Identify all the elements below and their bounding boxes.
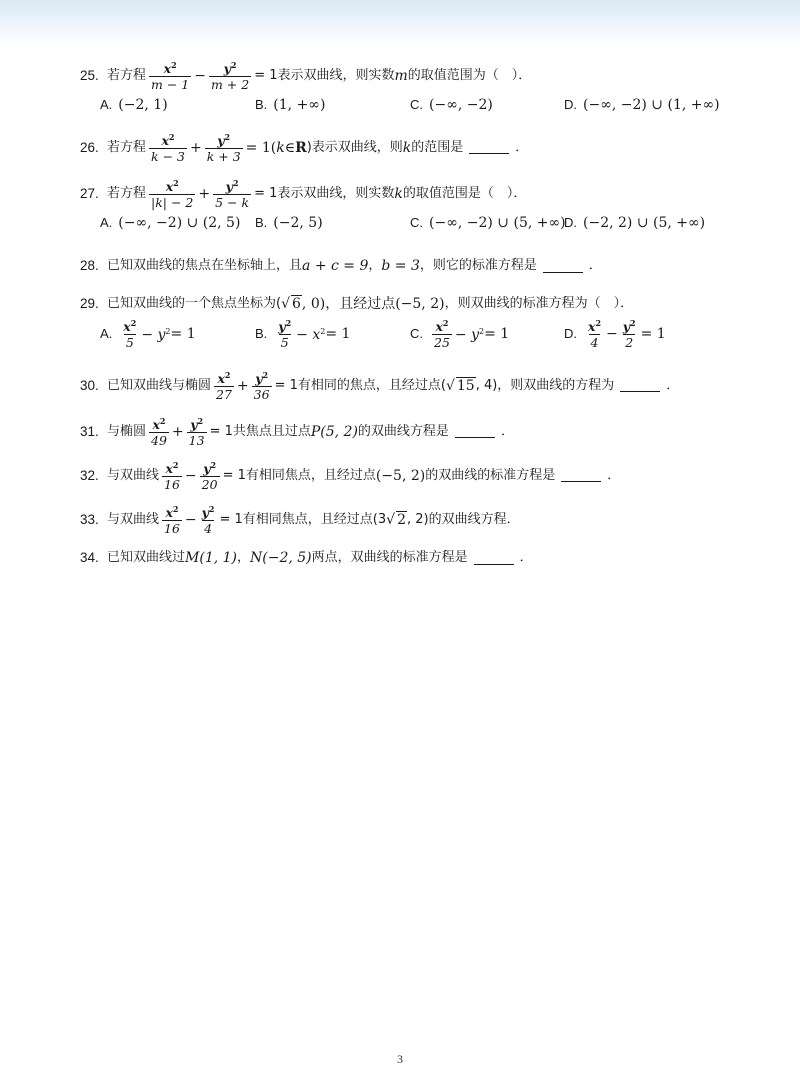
- option-c[interactable]: C. (−∞, −2): [410, 97, 493, 113]
- fraction: $\frac{y^2}{13}$: [188, 416, 205, 448]
- fraction: $\frac{x^2}{m - 1}$: [151, 60, 190, 92]
- option-b[interactable]: B. $\frac{y^2}{5}$ − $x^2$ = 1: [255, 318, 351, 350]
- question-number: 29.: [80, 296, 99, 311]
- fraction: $\frac{x^2}{k - 3}$: [151, 132, 185, 164]
- question-text: 若方程: [107, 67, 147, 83]
- fraction: $\frac{y^2}{20}$: [201, 460, 218, 492]
- question-number: 30.: [80, 377, 99, 393]
- fraction: $\frac{x^2}{49}$: [151, 416, 167, 448]
- question-number: 31.: [80, 423, 99, 439]
- option-a[interactable]: A. (−∞, −2) ∪ (2, 5): [100, 215, 241, 231]
- question-27: 27. 若方程 $\frac{x^2}{|k| - 2}$ + $\frac{y^2}{5 - k}$ = 1表示双曲线，则实数 k 的取值范围是（ ）． A. (−∞, −2) ∪ (2, 5) B. (−2, 5) C. (−∞, −2) ∪ (5, +∞) D. (−2, 2) ∪ (5, +∞): [80, 176, 760, 235]
- question-number: 34.: [80, 550, 99, 565]
- question-30: 30. 已知双曲线与椭圆 $\frac{x^2}{27}$ + $\frac{y^2}{36}$ = 1有相同的焦点，且经过点( √ 15 , 4)，则双曲线的方程为 ．: [80, 370, 680, 402]
- question-33: 33. 与双曲线 $\frac{x^2}{16}$ − $\frac{y^2}{4}$ = 1有相同焦点，且经过点(3 √ 2 , 2)的双曲线方程．: [80, 504, 520, 536]
- question-28: 28. 已知双曲线的焦点在坐标轴上，且 a + c = 9 ， b = 3 ，则它的标准方程是 ．: [80, 258, 602, 274]
- answer-blank[interactable]: [469, 141, 509, 154]
- fraction: $\frac{y^2}{36}$: [253, 370, 270, 402]
- sqrt-expression: √ 15: [445, 377, 475, 394]
- question-number: 28.: [80, 258, 99, 273]
- fraction: $\frac{y^2}{k + 3}$: [206, 132, 241, 164]
- fraction: $\frac{x^2}{27}$: [216, 370, 232, 402]
- answer-blank[interactable]: [561, 469, 601, 482]
- answer-options: [80, 316, 760, 352]
- option-d[interactable]: D. (−∞, −2) ∪ (1, +∞): [564, 97, 720, 113]
- fraction: $\frac{x^2}{5}$: [123, 318, 137, 350]
- fraction: $\frac{y^2}{4}$: [201, 504, 215, 536]
- option-d[interactable]: D. $\frac{x^2}{4}$ − $\frac{y^2}{2}$ = 1: [564, 318, 666, 350]
- answer-blank[interactable]: [620, 379, 660, 392]
- question-32: 32. 与双曲线 $\frac{x^2}{16}$ − $\frac{y^2}{20}$ = 1有相同焦点，且经过点 (−5, 2) 的双曲线的标准方程是 ．: [80, 460, 621, 492]
- question-number: 32.: [80, 467, 99, 483]
- answer-blank[interactable]: [474, 552, 514, 565]
- option-b[interactable]: B. (1, +∞): [255, 97, 326, 113]
- page-number: 3: [397, 1052, 403, 1066]
- option-a[interactable]: A. (−2, 1): [100, 97, 168, 113]
- question-26: 26. 若方程 $\frac{x^2}{k - 3}$ + $\frac{y^2}{k + 3}$ = 1( k ∈ R )表示双曲线，则 k 的范围是 ．: [80, 132, 529, 164]
- answer-blank[interactable]: [455, 425, 495, 438]
- option-a[interactable]: A. $\frac{x^2}{5}$ − $y^2$ = 1: [100, 318, 196, 350]
- sqrt-expression: √ 2: [386, 511, 406, 528]
- fraction: $\frac{x^2}{16}$: [164, 504, 180, 536]
- answer-blank[interactable]: [543, 260, 583, 273]
- fraction: $\frac{y^2}{m + 2}$: [210, 60, 250, 92]
- sqrt-expression: √ 6: [281, 296, 301, 312]
- question-number: 33.: [80, 511, 99, 527]
- fraction: $\frac{x^2}{16}$: [164, 460, 180, 492]
- fraction: $\frac{y^2}{5 - k}$: [215, 178, 250, 210]
- question-25: 25. 若方程 $\frac{x^2}{m - 1}$ − $\frac{y^2}{m + 2}$ = 1表示双曲线，则实数 m 的取值范围为（ ）． A. (−2, 1) B. (1, +∞) C. (−∞, −2) D. (−∞, −2) ∪ (1, +∞): [80, 58, 760, 117]
- option-c[interactable]: C. $\frac{x^2}{25}$ − $y^2$ = 1: [410, 318, 510, 350]
- question-number: 26.: [80, 139, 99, 155]
- option-c[interactable]: C. (−∞, −2) ∪ (5, +∞): [410, 215, 566, 231]
- fraction: $\frac{y^2}{2}$: [622, 318, 636, 350]
- question-29: 29. 已知双曲线的一个焦点坐标为( √ 6 , 0)，且经过点 (−5, 2) ，则双曲线的标准方程为（ ）． A. $\frac{x^2}{5}$ − $y^2$ = 1 B. $\frac{y^2}{5}$ − $x^2$ = 1 C. $\frac{x^2}{25}$ − $y^2$ = 1 D. $\frac{x^2}{4}$ − $\frac{y^2}{2}$ = 1: [80, 294, 760, 352]
- fraction: $\frac{x^2}{4}$: [588, 318, 602, 350]
- answer-options: [80, 213, 760, 235]
- option-d[interactable]: D. (−2, 2) ∪ (5, +∞): [564, 215, 706, 231]
- fraction: $\frac{x^2}{25}$: [434, 318, 450, 350]
- option-b[interactable]: B. (−2, 5): [255, 215, 323, 231]
- fraction: $\frac{x^2}{|k| - 2}$: [151, 178, 194, 210]
- fraction: $\frac{y^2}{5}$: [278, 318, 292, 350]
- question-31: 31. 与椭圆 $\frac{x^2}{49}$ + $\frac{y^2}{13}$ = 1共焦点且过点 P(5, 2) 的双曲线方程是 ．: [80, 416, 514, 448]
- question-34: 34. 已知双曲线过 M(1, 1) ， N(−2, 5) 两点，双曲线的标准方程是 ．: [80, 550, 533, 566]
- question-number: 25.: [80, 67, 99, 83]
- question-number: 27.: [80, 185, 99, 201]
- answer-options: [80, 95, 760, 117]
